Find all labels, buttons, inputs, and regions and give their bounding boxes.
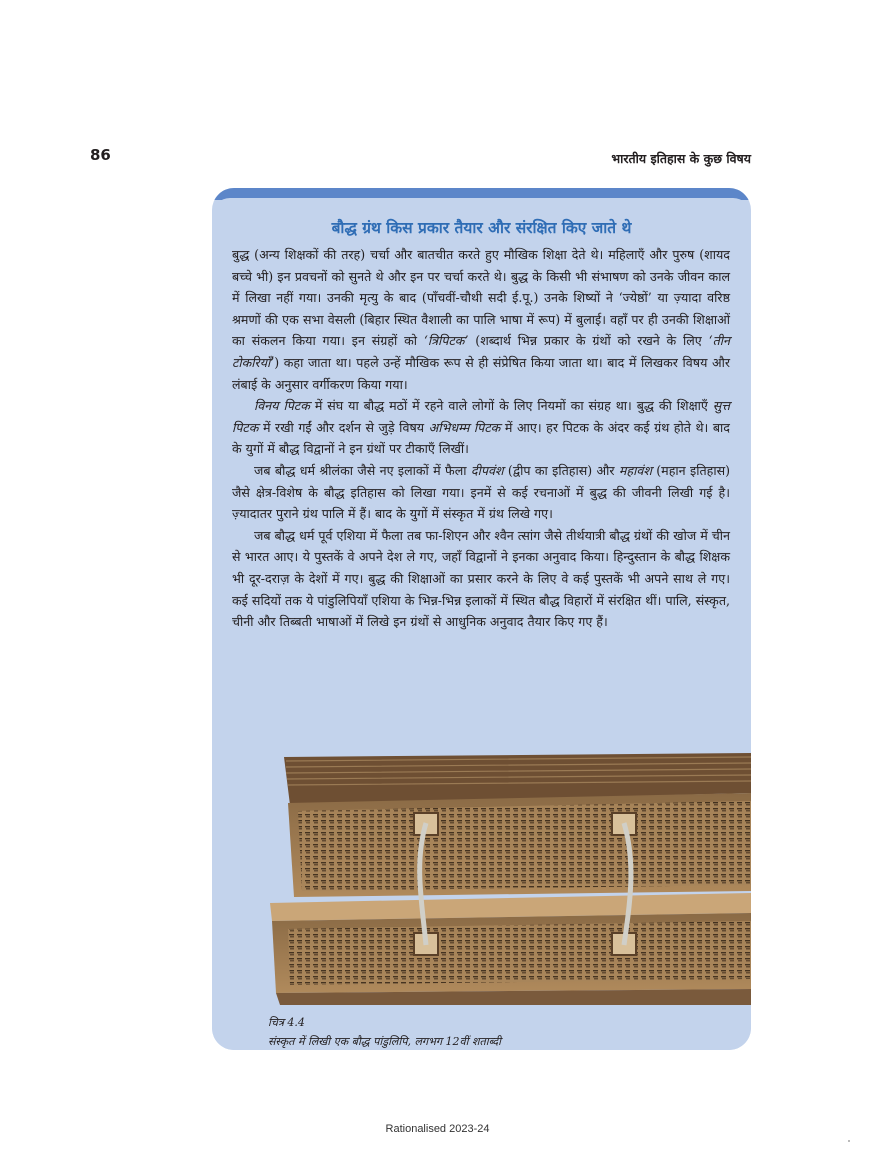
page-number: 86 bbox=[90, 146, 111, 164]
text-run: जब बौद्ध धर्म पूर्व एशिया में फैला तब फा-शिएन और श्वैन त्सांग जैसे तीर्थयात्री बौद्ध ग्रंथों की खोज में चीन से भारत आए। ये पुस्तकें वे अपने देश ले गए, जहाँ विद्वानों ने इनका अनुवाद किया। हिन्दुस्तान के बौद्ध शिक्षक भी दूर-दराज़ के देशों में गए। बुद्ध की शिक्षाओं का प्रसार करने के लिए वे कई पुस्तकें भी अपने साथ ले गए। कई सदियों तक ये पांडुलिपियाँ एशिया के भिन्न-भिन्न इलाकों में स्थित बौद्ध विहारों में संरक्षित थीं। पालि, संस्कृत, चीनी और तिब्बती भाषाओं में लिखे इन ग्रंथों से आधुनिक अनुवाद तैयार किए गए हैं। bbox=[232, 527, 730, 630]
text-run: ) कहा जाता था। पहले उन्हें मौखिक रूप से ही संप्रेषित किया जाता था। बाद में लिखकर विषय और लंबाई के अनुसार वर्गीकरण किया गया। bbox=[232, 354, 730, 392]
box-body-text bbox=[232, 244, 730, 633]
italic-term: ‘तीन टोकरियाँ’ bbox=[232, 333, 730, 370]
info-box bbox=[212, 188, 751, 1050]
body-paragraph bbox=[232, 395, 730, 460]
text-run: में आए। हर पिटक के अंदर कई ग्रंथ होते थे। बाद के युगों में बौद्ध विद्वानों ने इन ग्रंथों पर टीकाएँ लिखीं। bbox=[232, 419, 730, 457]
figure-label: चित्र 4.4 bbox=[268, 1016, 305, 1029]
footer-text: Rationalised 2023-24 bbox=[385, 1123, 490, 1135]
page-mark bbox=[848, 1140, 850, 1142]
box-title: बौद्ध ग्रंथ किस प्रकार तैयार और संरक्षित किए जाते थे bbox=[331, 219, 632, 237]
text-run: बुद्ध (अन्य शिक्षकों की तरह) चर्चा और बातचीत करते हुए मौखिक शिक्षा देते थे। महिलाएँ और पुरुष (शायद बच्चे भी) इन प्रवचनों को सुनते थे और इन पर चर्चा करते थे। बुद्ध के किसी भी संभाषण को उनके जीवन काल में लिखा नहीं गया। उनकी मृत्यु के बाद (पाँचवीं-चौथी सदी ई.पू.) उनके शिष्यों ने ‘ज्येष्ठों’ या ज़्यादा वरिष्ठ श्रमणों की एक सभा वेसली (बिहार स्थित वैशाली का पालि भाषा में रूप) में बुलाई। वहाँ पर ही उनकी शिक्षाओं का संकलन किया गया। इन संग्रहों को bbox=[232, 247, 730, 349]
italic-term: अभिधम्म पिटक bbox=[428, 419, 501, 435]
body-paragraph bbox=[232, 525, 730, 633]
body-paragraph bbox=[232, 244, 730, 395]
body-paragraph bbox=[232, 460, 730, 525]
text-run: (महान इतिहास) जैसे क्षेत्र-विशेष के बौद्ध इतिहास को लिखा गया। इनमें से कई रचनाओं में बुद्ध की जीवनी लिखी गई है। ज़्यादातर पुराने ग्रंथ पालि में हैं। बाद के युगों में संस्कृत में ग्रंथ लिखे गए। bbox=[232, 462, 731, 522]
text-run: में रखी गईं और दर्शन से जुड़े विषय bbox=[258, 419, 429, 435]
text-run: (द्वीप का इतिहास) और bbox=[503, 462, 619, 478]
italic-term: महावंश bbox=[618, 462, 652, 478]
manuscript-photo bbox=[264, 753, 751, 1011]
italic-term: विनय पिटक bbox=[254, 398, 310, 414]
text-run: में संघ या बौद्ध मठों में रहने वाले लोगों के लिए नियमों का संग्रह था। बुद्ध की शिक्षाएँ bbox=[309, 398, 713, 414]
italic-term: ‘त्रिपिटक’ bbox=[423, 333, 469, 349]
italic-term: दीपवंश bbox=[470, 462, 504, 478]
italic-term: सुत्त पिटक bbox=[232, 398, 730, 435]
figure-caption-text: संस्कृत में लिखी एक बौद्ध पांडुलिपि, लगभग 12वीं शताब्दी bbox=[268, 1035, 501, 1048]
text-run: (शब्दार्थ भिन्न प्रकार के ग्रंथों को रखने के लिए bbox=[468, 333, 709, 349]
figure-caption bbox=[268, 1013, 501, 1050]
running-head: भारतीय इतिहास के कुछ विषय bbox=[611, 151, 751, 166]
text-run: जब बौद्ध धर्म श्रीलंका जैसे नए इलाकों में फैला bbox=[254, 462, 471, 478]
